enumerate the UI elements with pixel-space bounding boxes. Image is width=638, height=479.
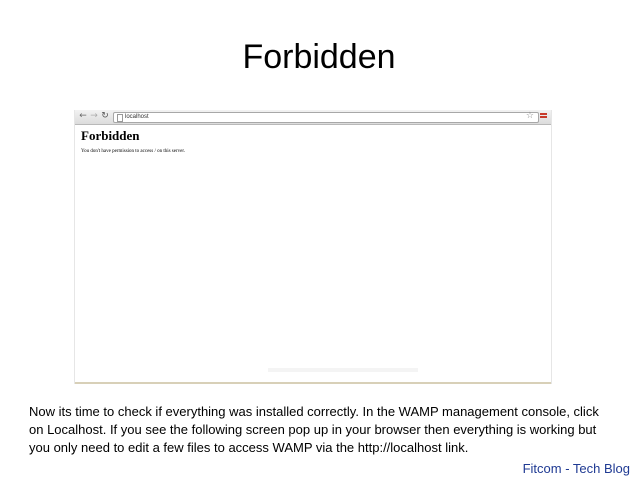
url-text: localhost xyxy=(125,114,149,120)
browser-toolbar xyxy=(75,110,551,125)
browser-screenshot xyxy=(74,110,552,384)
page-heading: Forbidden xyxy=(81,128,140,143)
page-message: You don't have permission to access / on this server. xyxy=(81,149,185,154)
page-icon xyxy=(117,114,123,122)
slide-title: Forbidden xyxy=(242,38,396,76)
faint-divider xyxy=(268,368,418,372)
browser-bottom-border xyxy=(75,382,551,384)
forward-arrow-icon[interactable]: → xyxy=(90,111,98,121)
slide-footer: Fitcom - Tech Blog xyxy=(522,461,630,476)
back-arrow-icon[interactable]: ← xyxy=(79,111,87,121)
star-icon[interactable]: ☆ xyxy=(525,111,534,121)
menu-icon[interactable] xyxy=(540,113,547,121)
reload-icon[interactable]: ↻ xyxy=(101,111,109,121)
slide-body-text: Now its time to check if everything was installed correctly. In the WAMP management console, click on Localhost. If you see the following screen pop up in your browser then everything is working but you only need to edit a few files to access WAMP via the http://localhost link. xyxy=(29,404,599,455)
address-bar[interactable] xyxy=(113,112,539,123)
